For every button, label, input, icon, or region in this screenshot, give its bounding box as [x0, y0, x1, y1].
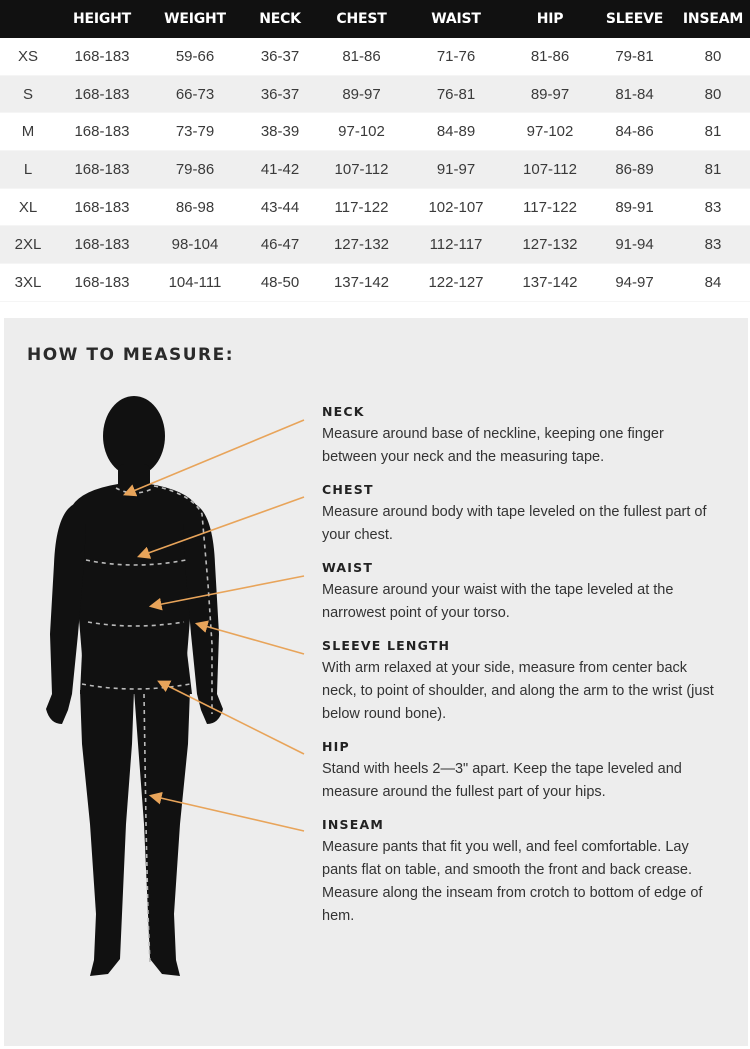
guide-hip — [322, 739, 722, 804]
cell-sleeve: 89-91 — [615, 198, 654, 216]
guide-title: INSEAM — [322, 817, 384, 832]
cell-weight: 104-111 — [168, 273, 222, 291]
body-silhouette-figure — [42, 394, 227, 984]
cell-sleeve: 86-89 — [615, 160, 654, 178]
cell-waist: 84-89 — [436, 123, 476, 141]
cell-hip: 127-132 — [522, 236, 578, 254]
cell-inseam: 83 — [704, 236, 722, 254]
cell-neck: 38-39 — [260, 123, 300, 141]
cell-hip: 107-112 — [523, 160, 577, 178]
cell-height: 168-183 — [74, 123, 130, 141]
cell-chest: 137-142 — [333, 273, 390, 291]
cell-weight: 66-73 — [175, 85, 215, 103]
guide-text: Measure around body with tape leveled on the fullest part of your chest. — [322, 504, 707, 543]
measure-title: HOW TO MEASURE: — [27, 345, 235, 365]
header-sleeve: SLEEVE — [605, 11, 664, 27]
table-row — [0, 189, 750, 227]
cell-weight: 73-79 — [175, 123, 215, 141]
cell-chest: 97-102 — [338, 123, 385, 141]
cell-waist: 122-127 — [428, 273, 484, 291]
guide-title: CHEST — [322, 482, 374, 497]
cell-chest: 117-122 — [334, 198, 389, 216]
guide-title: WAIST — [322, 560, 374, 575]
cell-size: 3XL — [14, 273, 42, 291]
guide-waist — [322, 560, 722, 625]
cell-height: 168-183 — [74, 198, 130, 216]
cell-sleeve: 81-84 — [615, 85, 654, 103]
cell-size: L — [23, 160, 33, 178]
guide-sleeve-length — [322, 638, 722, 726]
cell-weight: 79-86 — [175, 160, 215, 178]
guide-text: With arm relaxed at your side, measure from center back neck, to point of shoulder, and along the arm to the wrist (just below round bone). — [322, 660, 714, 722]
cell-sleeve: 91-94 — [615, 236, 654, 254]
cell-height: 168-183 — [74, 160, 130, 178]
cell-neck: 46-47 — [260, 236, 300, 254]
cell-height: 168-183 — [74, 47, 130, 65]
cell-size: XS — [17, 47, 38, 65]
table-row — [0, 38, 750, 76]
cell-inseam: 81 — [704, 160, 722, 178]
cell-inseam: 80 — [704, 47, 722, 65]
header-height: HEIGHT — [72, 11, 132, 27]
cell-waist: 71-76 — [436, 47, 476, 65]
cell-weight: 98-104 — [171, 236, 219, 254]
table-row — [0, 113, 750, 151]
cell-hip: 97-102 — [526, 123, 574, 141]
table-body — [0, 38, 750, 302]
cell-chest: 81-86 — [342, 47, 381, 65]
cell-height: 168-183 — [74, 236, 130, 254]
table-row — [0, 226, 750, 264]
cell-hip: 117-122 — [523, 198, 577, 216]
cell-neck: 41-42 — [260, 160, 300, 178]
cell-height: 168-183 — [74, 85, 130, 103]
cell-waist: 112-117 — [429, 236, 483, 254]
header-hip: HIP — [536, 11, 564, 27]
guide-text: Measure pants that fit you well, and feel comfortable. Lay pants flat on table, and smooth the front and back crease. Measure along the inseam from crotch to bottom of edge of hem. — [322, 839, 703, 924]
guide-text: Measure around your waist with the tape leveled at the narrowest point of your torso. — [322, 582, 674, 621]
cell-sleeve: 84-86 — [615, 123, 654, 141]
table-row — [0, 264, 750, 302]
cell-neck: 36-37 — [260, 47, 300, 65]
header-inseam: INSEAM — [682, 11, 744, 27]
cell-size: 2XL — [14, 236, 42, 254]
guide-text: Stand with heels 2—3" apart. Keep the tape leveled and measure around the fullest part of your hips. — [322, 761, 682, 800]
size-chart-table — [0, 0, 750, 302]
cell-waist: 91-97 — [436, 160, 476, 178]
cell-inseam: 84 — [704, 273, 722, 291]
silhouette — [46, 396, 223, 976]
guide-title: NECK — [322, 404, 365, 419]
cell-size: M — [21, 123, 35, 141]
cell-inseam: 81 — [704, 123, 722, 141]
cell-neck: 43-44 — [260, 198, 300, 216]
cell-chest: 107-112 — [334, 160, 389, 178]
guide-chest — [322, 482, 722, 547]
table-row — [0, 151, 750, 189]
cell-hip: 81-86 — [530, 47, 570, 65]
cell-chest: 127-132 — [333, 236, 390, 254]
guide-title: HIP — [322, 739, 350, 754]
cell-hip: 137-142 — [522, 273, 578, 291]
cell-sleeve: 79-81 — [615, 47, 654, 65]
cell-weight: 86-98 — [175, 198, 215, 216]
table-row — [0, 76, 750, 114]
guide-text: Measure around base of neckline, keeping one finger between your neck and the measuring tape. — [322, 426, 664, 465]
cell-size: S — [22, 85, 33, 103]
table-header-row — [0, 0, 750, 38]
cell-hip: 89-97 — [530, 85, 570, 103]
header-chest: CHEST — [336, 11, 387, 27]
cell-neck: 36-37 — [260, 85, 300, 103]
cell-size: XL — [18, 198, 38, 216]
cell-sleeve: 94-97 — [615, 273, 654, 291]
cell-inseam: 80 — [704, 85, 722, 103]
cell-waist: 102-107 — [428, 198, 484, 216]
cell-inseam: 83 — [704, 198, 722, 216]
cell-weight: 59-66 — [175, 47, 215, 65]
header-neck: NECK — [259, 11, 301, 27]
guide-neck — [322, 404, 722, 469]
cell-chest: 89-97 — [342, 85, 381, 103]
guide-title: SLEEVE LENGTH — [322, 638, 451, 653]
header-weight: WEIGHT — [164, 11, 226, 27]
cell-height: 168-183 — [74, 273, 130, 291]
guide-inseam — [322, 817, 722, 928]
how-to-measure-panel — [4, 318, 748, 1046]
cell-waist: 76-81 — [436, 85, 476, 103]
header-waist: WAIST — [431, 11, 481, 27]
cell-neck: 48-50 — [260, 273, 300, 291]
